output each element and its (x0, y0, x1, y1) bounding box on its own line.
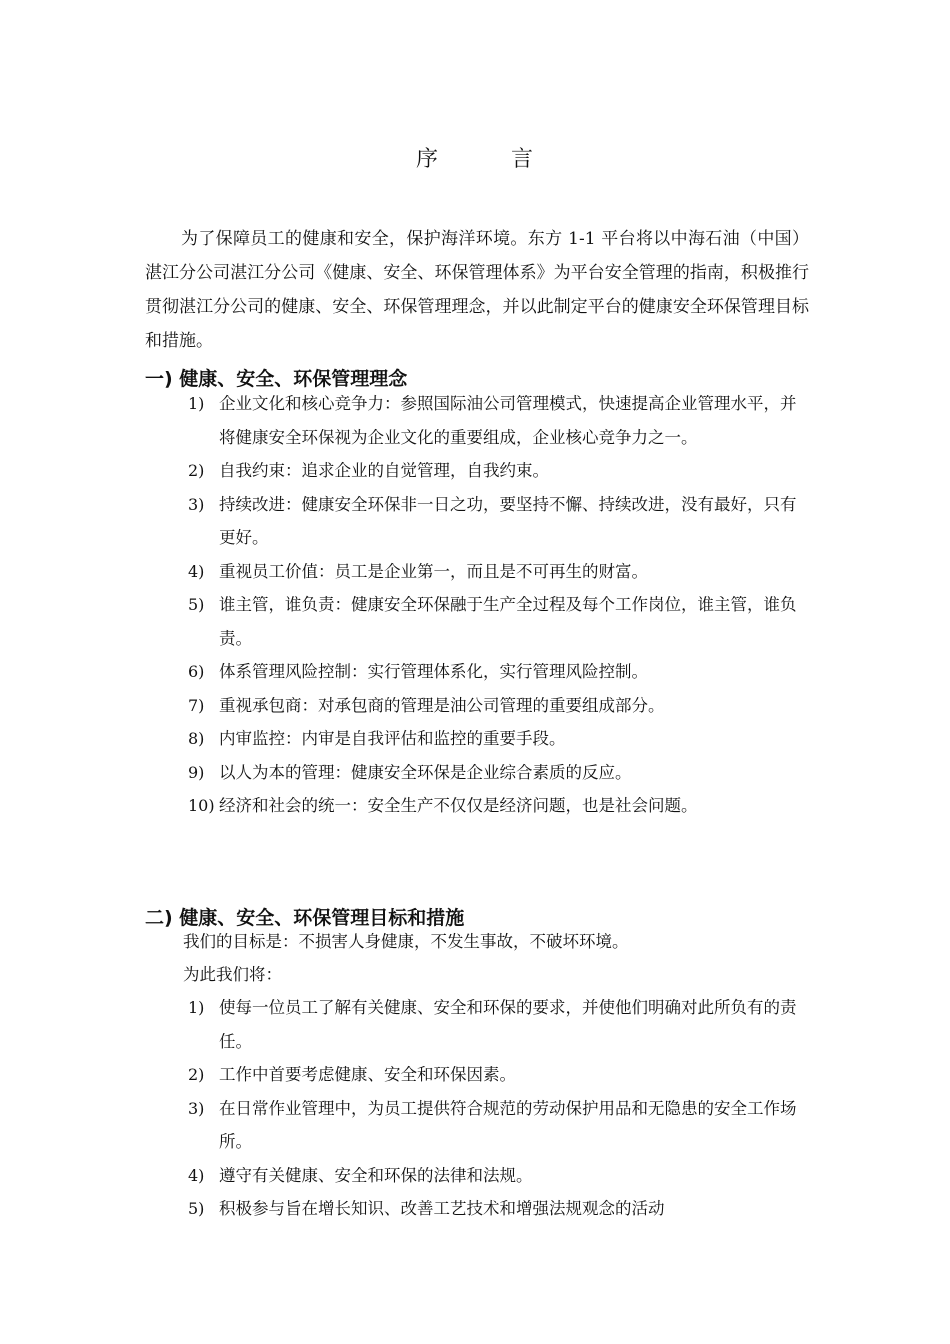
item-number: 7) (188, 695, 205, 715)
list-item (0, 454, 799, 488)
section1-list (0, 387, 799, 823)
section1-heading: 一) 健康、安全、环保管理理念 (145, 368, 408, 390)
item-number: 1) (188, 998, 205, 1017)
item-text: 使每一位员工了解有关健康、安全和环保的要求，并使他们明确对此所负有的责任。 (219, 998, 797, 1051)
item-text: 在日常作业管理中，为员工提供符合规范的劳动保护用品和无隐患的安全工作场所。 (219, 1098, 797, 1151)
item-number: 6) (188, 662, 205, 681)
item-number: 3) (188, 1098, 205, 1118)
section2-list (0, 991, 799, 1226)
list-item (0, 689, 799, 723)
list-item (0, 387, 799, 454)
item-number: 10) (188, 796, 215, 815)
lead-statement: 为此我们将： (183, 965, 282, 984)
item-text: 工作中首要考虑健康、安全和环保因素。 (219, 1065, 516, 1084)
item-number: 9) (188, 762, 205, 782)
item-number: 3) (188, 494, 205, 514)
item-number: 8) (188, 729, 205, 748)
item-number: 5) (188, 595, 205, 614)
item-text: 重视员工价值：员工是企业第一，而且是不可再生的财富。 (219, 561, 648, 581)
item-text: 企业文化和核心竞争力：参照国际油公司管理模式，快速提高企业管理水平，并将健康安全环保视为企业文化的重要组成，企业核心竞争力之一。 (219, 394, 797, 447)
list-item (0, 789, 799, 823)
item-number: 4) (188, 1165, 205, 1185)
list-item (0, 1058, 799, 1092)
item-text: 自我约束：追求企业的自觉管理，自我约束。 (219, 461, 549, 480)
item-number: 1) (188, 394, 205, 413)
list-item (0, 1159, 799, 1193)
item-number: 2) (188, 461, 205, 480)
list-item (0, 488, 799, 555)
intro-paragraph: 为了保障员工的健康和安全，保护海洋环境。东方 1-1 平台将以中海石油（中国）湛江分公司湛江分公司《健康、安全、环保管理体系》为平台安全管理的指南，积极推行贯彻湛江分公司的健康、安全、环保管理理念，并以此制定平台的健康安全环保管理目标和措施。 (145, 229, 809, 351)
item-text: 体系管理风险控制：实行管理体系化，实行管理风险控制。 (219, 662, 648, 681)
title-char-2: 言 (511, 147, 535, 172)
item-text: 积极参与旨在增长知识、改善工艺技术和增强法规观念的活动 (219, 1199, 665, 1218)
list-item (0, 756, 799, 790)
goal-statement: 我们的目标是：不损害人身健康，不发生事故，不破坏环境。 (183, 932, 629, 951)
item-text: 重视承包商：对承包商的管理是油公司管理的重要组成部分。 (219, 695, 665, 715)
section2-heading: 二) 健康、安全、环保管理目标和措施 (145, 907, 465, 929)
list-item (0, 722, 799, 756)
page-title (0, 142, 950, 173)
item-text: 以人为本的管理：健康安全环保是企业综合素质的反应。 (219, 762, 632, 782)
list-item (0, 1092, 799, 1159)
list-item (0, 655, 799, 689)
item-text: 经济和社会的统一：安全生产不仅仅是经济问题，也是社会问题。 (219, 796, 698, 815)
item-number: 4) (188, 561, 205, 581)
item-text: 持续改进：健康安全环保非一日之功，要坚持不懈、持续改进，没有最好，只有更好。 (219, 494, 797, 547)
item-text: 内审监控：内审是自我评估和监控的重要手段。 (219, 729, 566, 748)
item-text: 谁主管，谁负责：健康安全环保融于生产全过程及每个工作岗位，谁主管，谁负责。 (219, 595, 797, 648)
list-item (0, 588, 799, 655)
list-item (0, 555, 799, 589)
item-number: 5) (188, 1199, 205, 1218)
item-text: 遵守有关健康、安全和环保的法律和法规。 (219, 1165, 533, 1185)
list-item (0, 991, 799, 1058)
item-number: 2) (188, 1065, 205, 1084)
title-char-1: 序 (415, 147, 439, 172)
list-item (0, 1192, 799, 1226)
